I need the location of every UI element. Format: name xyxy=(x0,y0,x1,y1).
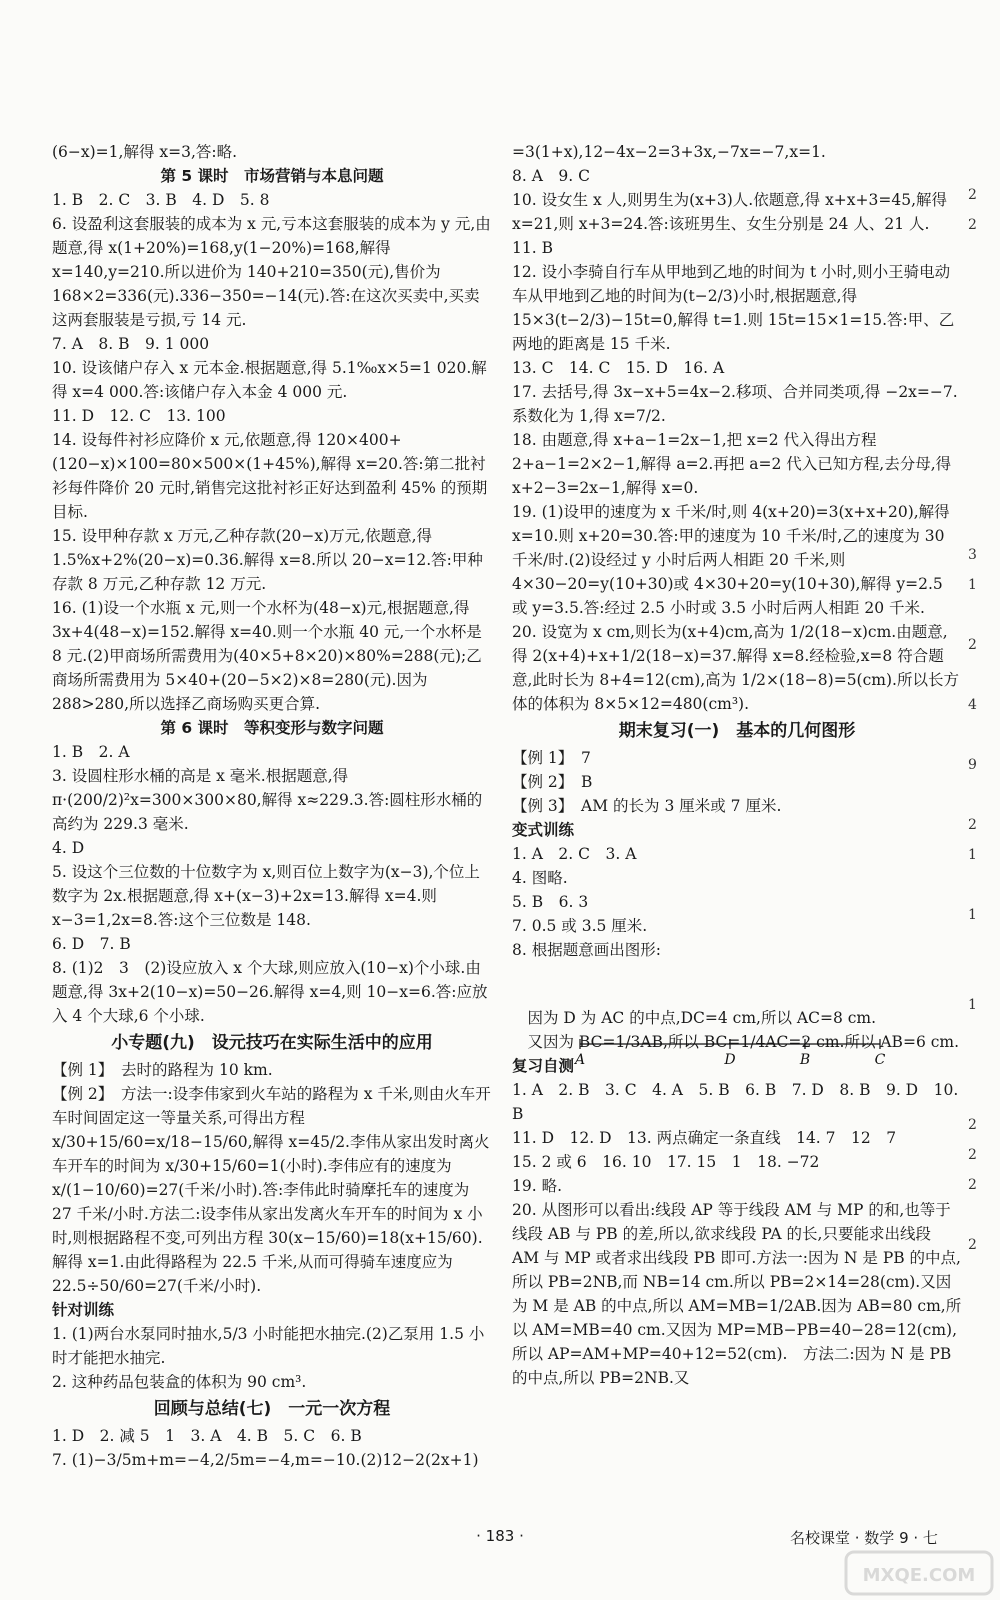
answer-line: 7. A 8. B 9. 1 000 xyxy=(52,335,210,353)
answer-line: 1. A 2. C 3. A xyxy=(512,845,637,863)
edge-fragment xyxy=(968,1020,1000,1050)
answer-line: 13. C 14. C 15. D 16. A xyxy=(512,359,725,377)
edge-fragment: 2 xyxy=(968,1117,977,1133)
figure-placeholder xyxy=(512,962,962,1006)
edge-fragment xyxy=(968,720,1000,750)
answer-line: (6−x)=1,解得 x=3,答:略. xyxy=(52,143,238,161)
edge-fragment xyxy=(968,270,1000,300)
edge-fragment xyxy=(968,870,1000,900)
answer-line: 11. D 12. D 13. 两点确定一条直线 14. 7 12 7 xyxy=(512,1129,897,1147)
answer-line: 15. 设甲种存款 x 万元,乙种存款(20−x)万元,依题意,得 1.5%x+2%(20−x)=0.36.解得 x=8.所以 20−x=12.答:甲种存款 8 万元,乙种存款 12 万元. xyxy=(52,527,483,593)
section-heading: 回顾与总结(七) 一元一次方程 xyxy=(153,1399,391,1419)
edge-fragment: 4 xyxy=(968,697,977,713)
edge-fragment: 2 xyxy=(968,637,977,653)
answer-line: 7. (1)−3/5m+m=−4,2/5m=−4,m=−10.(2)12−2(2x+1) xyxy=(52,1451,479,1469)
answer-line: 因为 D 为 AC 的中点,DC=4 cm,所以 AC=8 cm. xyxy=(512,1009,877,1027)
book-footer: 名校课堂 · 数学 9 · 七 xyxy=(790,1529,938,1547)
answer-line: 8. A 9. C xyxy=(512,167,590,185)
answer-line: =3(1+x),12−4x−2=3+3x,−7x=−7,x=1. xyxy=(512,143,826,161)
edge-fragment xyxy=(968,1260,1000,1290)
answer-line: 3. 设圆柱形水桶的高是 x 毫米.根据题意,得 π·(200/2)²x=300×300×80,解得 x≈229.3.答:圆柱形水桶的高约为 229.3 毫米. xyxy=(52,767,483,833)
section-heading: 小专题(九) 设元技巧在实际生活中的应用 xyxy=(111,1033,433,1053)
edge-fragment xyxy=(968,600,1000,630)
answer-line: 【例 1】 7 xyxy=(512,749,591,767)
section-heading: 第 6 课时 等积变形与数字问题 xyxy=(160,719,384,737)
right-column xyxy=(512,140,962,1390)
section-heading: 变式训练 xyxy=(512,821,575,839)
answer-line: 1. D 2. 减 5 1 3. A 4. B 5. C 6. B xyxy=(52,1427,362,1445)
answer-line: 【例 2】 B xyxy=(512,773,593,791)
edge-fragment: 2 xyxy=(968,1147,977,1163)
edge-fragment xyxy=(968,390,1000,420)
edge-fragment xyxy=(968,450,1000,480)
edge-fragment xyxy=(968,330,1000,360)
edge-fragment: 1 xyxy=(968,847,977,863)
answer-line: 6. D 7. B xyxy=(52,935,131,953)
answer-line: 1. (1)两台水泵同时抽水,5/3 小时能把水抽完.(2)乙泵用 1.5 小时才能把水抽完. xyxy=(52,1325,485,1367)
section-heading: 针对训练 xyxy=(52,1301,115,1319)
segment-point-label: D xyxy=(724,1052,736,1068)
edge-fragment: 9 xyxy=(968,757,977,773)
edge-fragment xyxy=(968,1050,1000,1080)
answer-line: 11. D 12. C 13. 100 xyxy=(52,407,226,425)
answer-line: 1. B 2. A xyxy=(52,743,130,761)
answer-line: 19. 略. xyxy=(512,1177,563,1195)
edge-fragment xyxy=(968,420,1000,450)
edge-fragment xyxy=(968,480,1000,510)
segment-figure xyxy=(570,1030,890,1070)
edge-fragment: 1 xyxy=(968,577,977,593)
edge-fragment xyxy=(968,1320,1000,1350)
edge-fragment: 3 xyxy=(968,547,977,563)
edge-fragment: 2 xyxy=(968,217,977,233)
answer-line: 20. 从图形可以看出:线段 AP 等于线段 AM 与 MP 的和,也等于线段 AB 与 PB 的差,所以,欲求线段 PA 的长,只要能求出线段 AM 与 MP 或者求出线段 PB 即可.方法一:因为 N 是 PB 的中点,所以 PB=2NB,而 NB=14 cm.所以 PB=2×14=28(cm).又因为 M 是 AB 的中点,所以 AM=MB=1/2AB.因为 AB=80 cm,所以 AM=MB=40 cm.又因为 MP=MB−PB=40−28=12(cm),所以 AP=AM+MP=40+12=52(cm). 方法二:因为 N 是 PB 的中点,所以 PB=2NB.又 xyxy=(512,1201,962,1387)
answer-line: 7. 0.5 或 3.5 厘米. xyxy=(512,917,648,935)
edge-fragment: 1 xyxy=(968,997,977,1013)
edge-fragment: 2 xyxy=(968,1177,977,1193)
segment-point-label: C xyxy=(874,1052,886,1068)
answer-line: 20. 设宽为 x cm,则长为(x+4)cm,高为 1/2(18−x)cm.由题意,得 2(x+4)+x+1/2(18−x)=37.解得 x=8.经检验,x=8 符合题意,此时长为 8+4=12(cm),高为 1/2×(18−8)=5(cm).所以长方体的体积为 8×5×12=480(cm³). xyxy=(512,623,959,713)
edge-fragment xyxy=(968,360,1000,390)
edge-fragment xyxy=(968,1350,1000,1360)
answer-line: 11. B xyxy=(512,239,553,257)
edge-fragment xyxy=(968,1290,1000,1320)
answer-line: 又因为 BC=1/3AB,所以 BC=1/4AC=2 cm.所以 AB=6 cm. xyxy=(512,1033,960,1051)
answer-line: 14. 设每件衬衫应降价 x 元,依题意,得 120×400+(120−x)×100=80×500×(1+45%),解得 x=20.答:第二批衬衫每件降价 20 元时,销售完这批衬衫正好达到盈利 45% 的预期目标. xyxy=(52,431,488,521)
answer-line: 12. 设小李骑自行车从甲地到乙地的时间为 t 小时,则小王骑电动车从甲地到乙地的时间为(t−2/3)小时,根据题意,得 15×3(t−2/3)−15t=0,解得 t=1.则 15t=15×1=15.答:甲、乙两地的距离是 15 千米. xyxy=(512,263,955,353)
edge-fragment xyxy=(968,300,1000,330)
answer-line: 2. 这种药品包装盒的体积为 90 cm³. xyxy=(52,1373,307,1391)
answer-line: 5. B 6. 3 xyxy=(512,893,589,911)
segment-point-label: B xyxy=(799,1052,811,1068)
answer-line: 【例 3】 AM 的长为 3 厘米或 7 厘米. xyxy=(512,797,782,815)
answer-line: 10. 设女生 x 人,则男生为(x+3)人.依题意,得 x+x+3=45,解得 x=21,则 x+3=24.答:该班男生、女生分别是 24 人、21 人. xyxy=(512,191,952,233)
svg-text:MXQE.COM: MXQE.COM xyxy=(862,1565,976,1586)
segment-point-label: A xyxy=(574,1052,586,1068)
edge-fragment: 1 xyxy=(968,907,977,923)
edge-fragment xyxy=(968,1080,1000,1110)
section-heading: 复习自测 xyxy=(512,1057,575,1075)
section-heading: 期末复习(一) 基本的几何图形 xyxy=(618,721,856,741)
left-column xyxy=(52,140,492,1472)
answer-line: 4. D xyxy=(52,839,85,857)
answer-line: 17. 去括号,得 3x−x+5=4x−2.移项、合并同类项,得 −2x=−7.系数化为 1,得 x=7/2. xyxy=(512,383,958,425)
answer-line: 19. (1)设甲的速度为 x 千米/时,则 4(x+20)=3(x+x+20),解得 x=10.则 x+20=30.答:甲的速度为 10 千米/时,乙的速度为 30 千米/时.(2)设经过 y 小时后两人相距 20 千米,则 4×30−20=y(10+30)或 4×30+20=y(10+30),解得 y=2.5 或 y=3.5.答:经过 2.5 小时或 3.5 小时后两人相距 20 千米. xyxy=(512,503,955,617)
answer-line: 18. 由题意,得 x+a−1=2x−1,把 x=2 代入得出方程 2+a−1=2×2−1,解得 a=2.再把 a=2 代入已知方程,去分母,得 x+2−3=2x−1,解得 x=0. xyxy=(512,431,957,497)
page-number: · 183 · xyxy=(476,1527,524,1545)
watermark-logo xyxy=(844,1548,994,1598)
answer-line: 5. 设这个三位数的十位数字为 x,则百位上数字为(x−3),个位上数字为 2x.根据题意,得 x+(x−3)+2x=13.解得 x=4.则 x−3=1,2x=8.答:这个三位数是 148. xyxy=(52,863,480,929)
edge-fragment xyxy=(968,960,1000,990)
edge-fragment: 2 xyxy=(968,187,977,203)
edge-fragment xyxy=(968,510,1000,540)
edge-fragment: 2 xyxy=(968,1237,977,1253)
section-heading: 第 5 课时 市场营销与本息问题 xyxy=(160,167,384,185)
edge-fragment xyxy=(968,1200,1000,1230)
answer-line: 16. (1)设一个水瓶 x 元,则一个水杯为(48−x)元,根据题意,得 3x+4(48−x)=152.解得 x=40.则一个水瓶 40 元,一个水杯是 8 元.(2)甲商场所需费用为(40×5+8×20)×80%=288(元);乙商场所需费用为 5×40+(20−5×2)×8=280(元).因为 288>280,所以选择乙商场购买更合算. xyxy=(52,599,487,713)
answer-line: 8. 根据题意画出图形: xyxy=(512,941,661,959)
answer-line: 1. B 2. C 3. B 4. D 5. 8 xyxy=(52,191,270,209)
edge-fragment xyxy=(968,660,1000,690)
answer-line: 1. A 2. B 3. C 4. A 5. B 6. B 7. D 8. B 9. D 10. B xyxy=(512,1081,964,1123)
edge-fragment xyxy=(968,780,1000,810)
answer-line: 10. 设该储户存入 x 元本金.根据题意,得 5.1‰x×5=1 020.解得 x=4 000.答:该储户存入本金 4 000 元. xyxy=(52,359,487,401)
answer-line: 15. 2 或 6 16. 10 17. 15 1 18. −72 xyxy=(512,1153,820,1171)
edge-fragment xyxy=(968,240,1000,270)
answer-line: 6. 设盈利这套服装的成本为 x 元,亏本这套服装的成本为 y 元,由题意,得 x(1+20%)=168,y(1−20%)=168,解得 x=140,y=210.所以进价为 140+210=350(元),售价为 168×2=336(元).336−350=−14(元).答:在这次买卖中,买卖这两套服装是亏损,亏 14 元. xyxy=(52,215,491,329)
edge-fragment xyxy=(968,930,1000,960)
edge-fragment: 2 xyxy=(968,817,977,833)
adjacent-page-edge xyxy=(968,180,1000,1360)
answer-line: 【例 1】 去时的路程为 10 km. xyxy=(52,1061,273,1079)
answer-line: 8. (1)2 3 (2)设应放入 x 个大球,则应放入(10−x)个小球.由题意,得 3x+2(10−x)=50−26.解得 x=4,则 10−x=6.答:应放入 4 个大球,6 个小球. xyxy=(52,959,488,1025)
answer-line: 【例 2】 方法一:设李伟家到火车站的路程为 x 千米,则由火车开车时间固定这一等量关系,可得出方程 x/30+15/60=x/18−15/60,解得 x=45/2.李伟从家出发时离火车开车的时间为 x/30+15/60=1(小时).李伟应有的速度为 x/(1−10/60)=27(千米/小时).答:李伟此时骑摩托车的速度为 27 千米/小时.方法二:设李伟从家出发离火车开车的时间为 x 小时,则根据路程不变,可列出方程 30(x−15/60)=18(x+15/60).解得 x=1.由此得路程为 22.5 千米,从而可得骑车速度应为 22.5÷50/60=27(千米/小时). xyxy=(52,1085,491,1295)
answer-line: 4. 图略. xyxy=(512,869,568,887)
